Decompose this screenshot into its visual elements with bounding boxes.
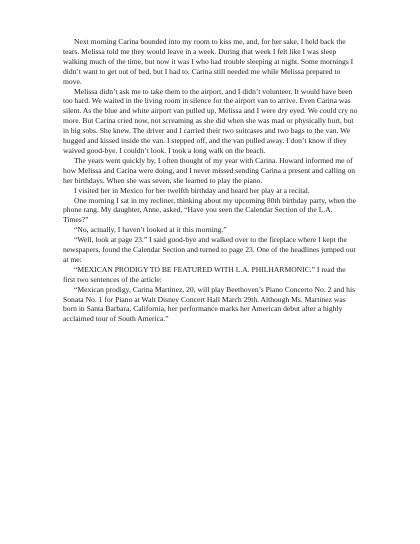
- paragraph-1: Next morning Carina bounded into my room to kiss me, and, for her sake, I held back the tears. Melissa told me they would leave in a week. During that week I felt like I was sleep walking much of the time, but now it was I who had trouble sleeping at night. Some mornings I didn’t want to get out of bed, but I had to. Carina still needed me while Melissa prepared to move.: [63, 37, 354, 86]
- paragraph-9: “Mexican prodigy, Carina Martinez, 20, will play Beethoven’s Piano Concerto No. 2 and his Sonata No. 1 for Piano at Walt Disney Concert Hall March 29th. Although Ms. Martinez was born in Santa Barbara, California, her performance marks her American debut after a highly acclaimed tour of South America.”: [63, 284, 356, 324]
- paragraph-2: Melissa didn’t ask me to take them to the airport, and I didn’t volunteer. It would have been too hard. We waited in the living room in silence for the airport van to arrive. Even Carina was silent. As the blue and white airport van pulled up, Melissa and I were dry eyed. We could cry no more. But Carina cried now, not screaming as she did when she was mad or physically hurt, but in big sobs. She knew. The driver and I carried their two suitcases and two bags to the van. We hugged and kissed inside the van. I stepped off, and the van pulled away. I don’t know if they waived good-bye. I couldn’t look. I took a long walk on the beach.: [63, 86, 358, 155]
- document-page: [63, 37, 359, 324]
- paragraph-3: The years went quickly by, I often thought of my year with Carina. Howard informed me of how Melissa and Carina were doing, and I never missed sending Carina a present and calling on her birthdays. When she was seven, she learned to play the piano.: [63, 155, 356, 185]
- paragraph-4: I visited her in Mexico for her twelfth birthday and heard her play at a recital.: [74, 185, 310, 195]
- paragraph-7: “Well, look at page 23.” I said good-bye and walked over to the fireplace where I kept the newspapers, found the Calendar Section and turned to page 23. One of the headlines jumped out at me:: [63, 235, 356, 264]
- paragraph-8: “MEXICAN PRODIGY TO BE FEATURED WITH L.A. PHILHARMONIC.” I read the first two sentences of the article:: [63, 264, 346, 284]
- paragraph-5: One morning I sat in my recliner, thinking about my upcoming 80th birthday party, when the phone rang. My daughter, Anne, asked, “Have you seen the Calendar Section of the L.A. Times?”: [63, 195, 357, 225]
- paragraph-6: “No, actually, I haven’t looked at it this morning.”: [74, 225, 227, 235]
